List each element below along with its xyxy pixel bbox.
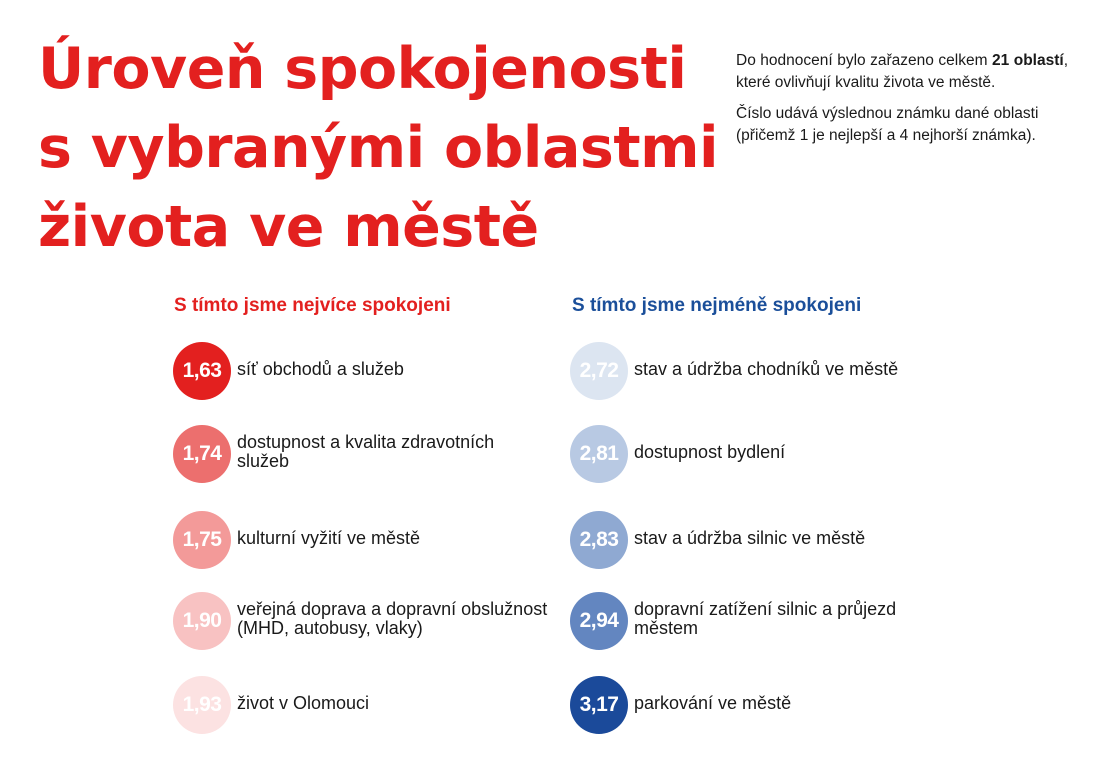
score-circle: 1,74 <box>173 425 231 483</box>
intro-paragraph-1 <box>736 50 1068 94</box>
least-item <box>570 342 964 400</box>
area-label: dopravní zatížení silnic a průjezd městem <box>634 599 897 638</box>
score-circle: 3,17 <box>570 676 628 734</box>
title-line-2: s vybranými oblastmi <box>38 115 719 181</box>
least-item <box>570 425 964 483</box>
score-circle: 2,94 <box>570 592 628 650</box>
area-label: kulturní vyžití ve městě <box>237 527 421 548</box>
title-line-3: života ve městě <box>38 194 539 260</box>
most-item <box>173 511 537 569</box>
intro-text <box>736 50 1068 156</box>
intro-p1-bold: 21 oblastí <box>992 52 1064 69</box>
area-label: síť obchodů a služeb <box>237 358 404 379</box>
least-satisfied-heading: S tímto jsme nejméně spokojeni <box>572 295 862 316</box>
score-circle: 2,72 <box>570 342 628 400</box>
title-line-1: Úroveň spokojenosti <box>38 36 687 102</box>
score-circle: 1,75 <box>173 511 231 569</box>
intro-p1-after: , které ovlivňují kvalitu života ve městě. <box>736 52 1069 91</box>
most-item <box>173 342 537 400</box>
most-item <box>173 676 537 734</box>
intro-paragraph-2: Číslo udává výslednou známku dané oblasti (přičemž 1 je nejlepší a 4 nejhorší známka). <box>736 105 1039 144</box>
most-item <box>173 592 557 650</box>
area-label: veřejná doprava a dopravní obslužnost (MHD, autobusy, vlaky) <box>237 599 548 638</box>
score-circle: 2,83 <box>570 511 628 569</box>
area-label: parkování ve městě <box>634 692 792 713</box>
page-title <box>38 30 728 267</box>
score-circle: 2,81 <box>570 425 628 483</box>
least-item <box>570 592 934 650</box>
score-circle: 1,63 <box>173 342 231 400</box>
most-item <box>173 425 537 483</box>
area-label: stav a údržba silnic ve městě <box>634 527 866 548</box>
area-label: stav a údržba chodníků ve městě <box>634 358 899 379</box>
score-circle: 1,90 <box>173 592 231 650</box>
area-label: život v Olomouci <box>237 692 370 713</box>
intro-p1-before: Do hodnocení bylo zařazeno celkem <box>736 52 992 69</box>
score-circle: 1,93 <box>173 676 231 734</box>
area-label: dostupnost bydlení <box>634 441 786 462</box>
least-item <box>570 511 964 569</box>
most-satisfied-heading: S tímto jsme nejvíce spokojeni <box>174 295 451 316</box>
area-label: dostupnost a kvalita zdravotních služeb <box>237 432 495 471</box>
least-item <box>570 676 934 734</box>
